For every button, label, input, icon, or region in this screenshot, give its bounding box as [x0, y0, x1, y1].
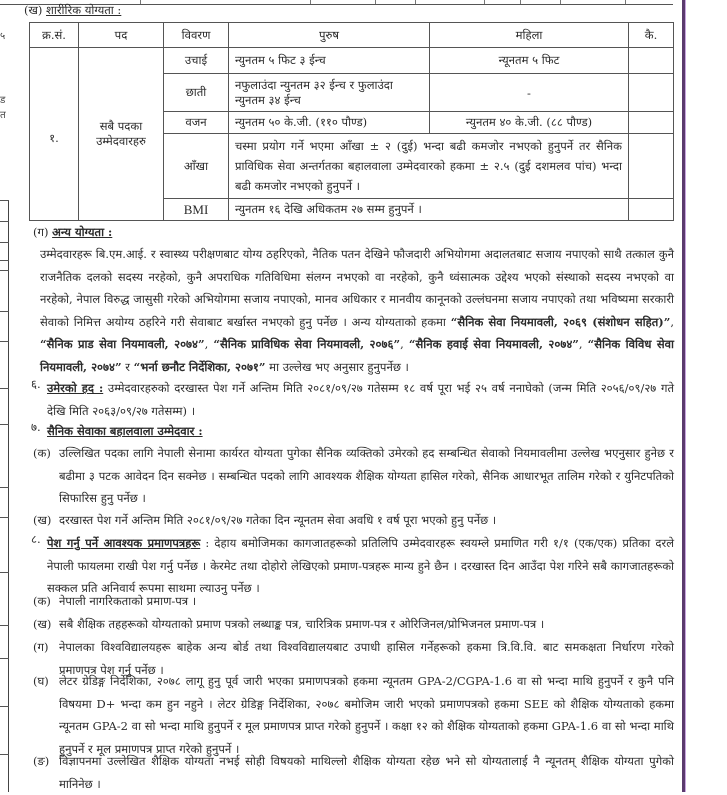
rule-name: “भर्ना छनौट निर्देशिका, २०७१” [133, 359, 266, 374]
item-text: उल्लिखित पदका लागि नेपाली सेनामा कार्यरत योग्यता पुगेका सैनिक व्यक्तिको उमेरको हद सम्बन्धित सेवाको नियमावलीमा उल्लेख भएनुसार हुनेछ र बढीमा ३ पटक आवेदन दिन सक्नेछ । सम्बन्धित पदको लागि आवश्यक शैक्षिक योग्यता हासिल गरेको, सैनिक आधारभूत तालिम गरेको र युनिटपतिको सिफारिस हुनु पर्नेछ । [59, 446, 674, 505]
cell-sn: १. [30, 48, 79, 221]
rule-name: “सैनिक प्राविधिक सेवा नियमावली, २०७६” [213, 337, 401, 351]
section-6-text: उम्मेदवारहरुको दरखास्त पेश गर्ने अन्तिम मिति २०८१/०९/२७ गतेसम्म १८ वर्ष पूरा भई २५ वर्ष ननाघेको (जन्म मिति २०५६/०९/२७ गते देखि मिति २०६३/०९/२७ गतेसम्म) । [47, 381, 674, 418]
item-label: (क) [33, 446, 51, 460]
cell-remark [629, 74, 674, 112]
cell-post: सबै पदका उम्मेदवारहरु [79, 48, 164, 221]
separator: , [204, 337, 214, 351]
section-kha-title: शारीरिक योग्यता : [46, 3, 122, 17]
cell-combined: न्युनतम १६ देखि अधिकतम २७ सम्म हुनुपर्ने । [229, 199, 629, 221]
section-kha-heading [24, 3, 121, 18]
header-remark: कै. [629, 23, 674, 48]
section-8-item-nga [33, 750, 674, 795]
page-margin-rule [682, 0, 685, 792]
section-6-title: उमेरको हद : [47, 381, 104, 395]
cell-female: न्यूनतम ५ फिट [430, 48, 629, 74]
physical-fitness-table [29, 22, 674, 221]
section-8-number: ८. [31, 532, 41, 546]
section-ga-title: अन्य योग्यता : [52, 225, 113, 239]
cell-remark [629, 199, 674, 221]
item-text: लेटर ग्रेडिङ्ग निर्देशिका, २०७८ लागू हुनु पूर्व जारी भएका प्रमाणपत्रको हकमा न्यूनतम GPA-2/CGPA-1.6 वा सो भन्दा माथि हुनुपर्ने र कुनै पनि विषयमा D+ भन्दा कम हुन नहुने । लेटर ग्रेडिङ्ग निर्देशिका, २०७८ बमोजिम जारी भएको प्रमाणपत्रको हकमा SEE को शैक्षिक योग्यताको हकमा न्यूनतम GPA-2 वा सो भन्दा माथि हुनुपर्ने र मूल प्रमाणपत्र प्राप्त गरेको हुनुपर्ने । कक्षा १२ को शैक्षिक योग्यताको हकमा GPA-1.6 वा सो भन्दा माथि हुनुपर्ने र मूल प्रमाणपत्र प्राप्त गरेको हुनुपर्ने । [59, 674, 674, 756]
cell-item: आँखा [164, 134, 229, 199]
cell-male: न्युनतम ५ फिट ३ ईन्च [229, 48, 430, 74]
cell-female: न्युनतम ४० के.जी. (८८ पौण्ड) [430, 112, 629, 134]
header-female: महिला [430, 23, 629, 48]
cell-item: वजन [164, 112, 229, 134]
section-8-item-gha [33, 670, 674, 760]
rule-name: “सैनिक विविध सेवा नियमावली, २०७४” [40, 337, 675, 374]
ga-text: उम्मेदवारहरू बि.एम.आई. र स्वास्थ्य परीक्षणबाट योग्य ठहरिएको, नैतिक पतन देखिने फौजदारी अभियोगमा अदालतबाट सजाय नपाएको साथै तत्काल कुनै राजनैतिक दलको सदस्य नरहेको, कुनै अपराधिक गतिविधिमा संलग्न नभएको वा नरहेको, कुनै ध्वंसात्मक उद्देश्य भएको संस्थाको सदस्य नभएको वा नरहेको, नेपाल विरुद्ध जासुसी गरेको अभियोगमा सजाय नपाएको, मानव अधिकार र मानवीय कानूनको उल्लंघनमा सजाय नपाएको तथा भविष्यमा सरकारी सेवाको निमित्त अयोग्य ठहरिने गरी सेवाबाट बर्खास्त नभएको हुनु पर्नेछ । अन्य योग्यताको हकमा [40, 247, 674, 329]
cell-female: - [430, 74, 629, 112]
header-post: पद [79, 23, 164, 48]
rule-name: “सैनिक सेवा नियमावली, २०६९ (संशोधन सहित)” [450, 314, 671, 329]
section-7-title: सैनिक सेवाका बहालवाला उम्मेदवार : [47, 424, 203, 438]
separator: र [121, 359, 134, 374]
header-sn: क्र.सं. [30, 23, 79, 48]
section-8-title: पेश गर्नु पर्ने आवश्यक प्रमाणपत्रहरू [47, 536, 201, 550]
item-label: (ख) [33, 513, 52, 527]
item-text: नेपाली नागरिकताको प्रमाण-पत्र । [59, 594, 197, 608]
table-header-row [30, 23, 674, 48]
item-text: दरखास्त पेश गर्ने अन्तिम मिति २०८१/०९/२७ गतेका दिन न्यूनतम सेवा अवधि १ वर्ष पूरा भएको हुनु पर्नेछ । [59, 513, 497, 527]
section-7-heading [47, 420, 662, 443]
separator: , [670, 314, 674, 329]
header-male: पुरुष [229, 23, 430, 48]
section-8-text: : देहाय बमोजिमका कागजातहरूको प्रतिलिपि उम्मेदवारहरू स्वयम्ले प्रमाणित गरी १/१ (एक/एक) प्रतिका दरले नेपाली फायलमा राखी पेश गर्नु पर्नेछ । केरमेट तथा दोहोरो लेखिएको प्रमाण-पत्रहरू मान्य हुने छैन । दरखास्त दिन आउँदा पेश गरिने सबै कागजातहरूको सक्कल प्रति अनिवार्य रूपमा साथमा ल्याउनु पर्नेछ । [47, 536, 674, 595]
item-label: (घ) [33, 674, 49, 688]
section-8-item-ka [33, 590, 674, 613]
section-7-number: ७. [31, 420, 41, 434]
section-kha-label: (ख) [24, 3, 43, 17]
cell-item: BMI [164, 199, 229, 221]
cell-combined: चस्मा प्रयोग गर्ने भएमा आँखा ± २ (दुई) भन्दा बढी कमजोर नभएको हुनुपर्ने तर सैनिक प्राविधिक सेवा अन्तर्गतका बहालवाला उम्मेदवारको हकमा ± २.५ (दुई दशमलव पांच) भन्दा बढी कमजोर नभएको हुनुपर्ने । [229, 134, 629, 199]
item-text: नेपालका विश्वविद्यालयहरू बाहेक अन्य बोर्ड तथा विश्वविद्यालयबाट उपाधी हासिल गर्नेहरूको हकमा त्रि.वि.वि. बाट समकक्षता निर्धारण गरेको प्रमाणपत्र पेश गर्नु पर्नेछ । [59, 640, 674, 677]
separator: , [578, 337, 588, 351]
section-6-paragraph [47, 377, 674, 422]
header-item: विवरण [164, 23, 229, 48]
section-ga-paragraph [40, 243, 674, 378]
section-7-item-kha [33, 509, 674, 532]
cell-remark [629, 112, 674, 134]
section-6-number: ६. [31, 377, 41, 391]
rule-name: “सैनिक प्राड सेवा नियमावली, २०७४” [40, 337, 205, 351]
rule-name: “सैनिक हवाई सेवा नियमावली, २०७४” [408, 337, 579, 351]
adjacent-page-fragment [0, 0, 10, 792]
cell-male: नफुलाउंदा न्युनतम ३२ ईन्च र फुलाउंदा न्युनतम ३४ ईन्च [229, 74, 430, 112]
item-text: सबै शैक्षिक तहहरूको योग्यताको प्रमाण पत्रको लब्धाङ्क पत्र, चारित्रिक प्रमाण-पत्र र ओरिजिनल/प्रोभिजनल प्रमाण-पत्र । [59, 617, 545, 631]
item-label: (ख) [33, 617, 52, 631]
item-text: विज्ञापनमा उल्लेखित शैक्षिक योग्यता नभई सोही विषयको माथिल्लो शैक्षिक योग्यता रहेछ भने सो योग्यतालाई नै न्यूनतम् शैक्षिक योग्यता पुगेको मानिनेछ । [59, 754, 674, 791]
item-label: (क) [33, 594, 51, 608]
fragment-char: ड [0, 95, 6, 106]
section-8-item-kha [33, 613, 674, 636]
section-ga-label: (ग) [33, 225, 49, 239]
ga-text: मा उल्लेख भए अनुसार हुनुपर्नेछ । [265, 359, 409, 374]
separator: , [400, 337, 409, 351]
item-label: (ग) [33, 640, 49, 654]
cell-item: उचाई [164, 48, 229, 74]
cell-male: न्युनतम ५० के.जी. (११० पौण्ड) [229, 112, 430, 134]
table-row [30, 48, 674, 74]
section-ga-heading [33, 225, 112, 240]
item-label: (ङ) [33, 754, 50, 768]
fragment-char: त [0, 110, 6, 121]
section-7-item-ka [33, 442, 674, 510]
cell-remark [629, 134, 674, 199]
cell-remark [629, 48, 674, 74]
fragment-char: ५ [0, 31, 6, 42]
cell-item: छाती [164, 74, 229, 112]
